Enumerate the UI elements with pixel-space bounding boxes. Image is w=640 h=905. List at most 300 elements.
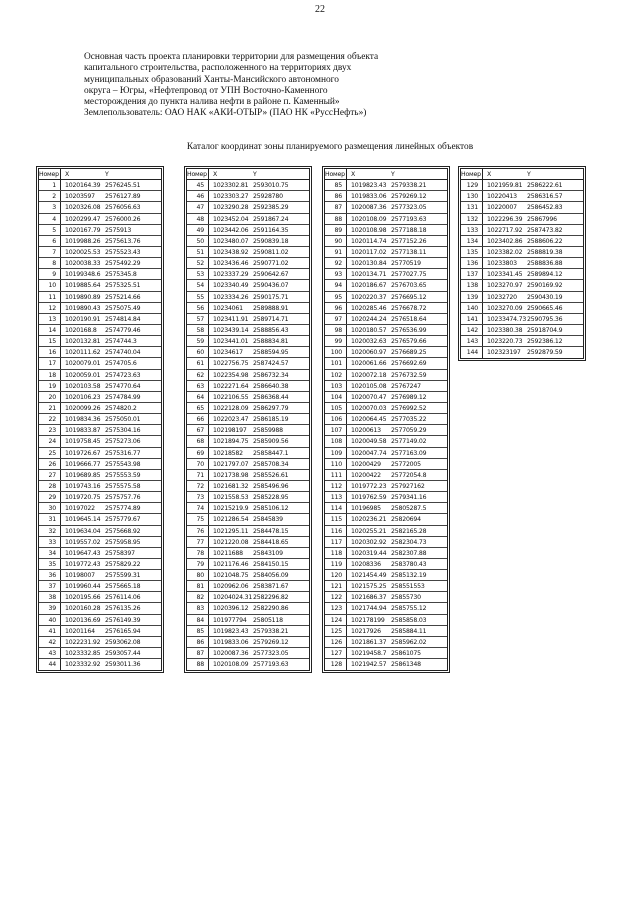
y-coordinate: 2582290.86 — [253, 605, 289, 613]
y-coordinate: 25861075 — [391, 650, 421, 658]
x-coordinate: 1019762.59 — [351, 494, 387, 502]
table-row — [461, 236, 583, 247]
point-number: 62 — [187, 370, 209, 380]
y-coordinate: 2592386.12 — [527, 338, 563, 346]
x-coordinate: 1020111.62 — [65, 349, 101, 357]
y-coordinate: 2574723.63 — [105, 371, 141, 379]
table-row — [39, 448, 161, 459]
table-row — [39, 236, 161, 247]
table-row — [461, 225, 583, 236]
point-number: 118 — [325, 548, 347, 558]
table-row — [187, 514, 309, 525]
y-coordinate: 2575492.29 — [105, 260, 141, 268]
x-coordinate: 10203597 — [65, 193, 95, 201]
x-coordinate: 1023452.04 — [213, 215, 249, 223]
point-number: 74 — [187, 503, 209, 513]
x-coordinate: 1022023.47 — [213, 416, 249, 424]
y-coordinate: 2590839.18 — [253, 237, 289, 245]
y-coordinate: 2585228.95 — [253, 494, 289, 502]
point-number: 121 — [325, 581, 347, 591]
y-coordinate: 2575774.89 — [105, 505, 141, 513]
point-number: 112 — [325, 481, 347, 491]
table-row — [187, 592, 309, 603]
y-coordinate: 2575599.31 — [105, 572, 141, 580]
point-number: 103 — [325, 381, 347, 391]
x-coordinate: 1020049.58 — [351, 438, 387, 446]
y-coordinate: 2576689.25 — [391, 349, 427, 357]
y-coordinate: 2576135.26 — [105, 605, 141, 613]
y-coordinate: 2575668.92 — [105, 527, 141, 535]
intro-line: капитального строительства, расположенного на территориях двух — [84, 63, 352, 74]
table-row — [325, 225, 447, 236]
x-coordinate: 102323197 — [487, 349, 521, 357]
point-number: 83 — [187, 603, 209, 613]
point-number: 67 — [187, 425, 209, 435]
y-coordinate: 2587424.57 — [253, 360, 289, 368]
table-row — [187, 459, 309, 470]
point-number: 20 — [39, 392, 61, 402]
point-number: 42 — [39, 637, 61, 647]
y-coordinate: 25845839 — [253, 516, 283, 524]
x-coordinate: 10233474.73 — [487, 315, 527, 323]
y-coordinate: 25843109 — [253, 549, 283, 557]
table-row — [187, 292, 309, 303]
y-coordinate: 2586297.79 — [253, 404, 289, 412]
point-number: 36 — [39, 570, 61, 580]
header-y: Y — [391, 171, 395, 178]
point-number: 106 — [325, 414, 347, 424]
x-coordinate: 1020255.21 — [351, 527, 387, 535]
table-row — [187, 381, 309, 392]
table-row — [461, 258, 583, 269]
x-coordinate: 1020087.36 — [351, 204, 387, 212]
table-row — [325, 280, 447, 291]
point-number: 136 — [461, 258, 483, 268]
table-row — [325, 258, 447, 269]
x-coordinate: 1021959.81 — [487, 182, 523, 190]
y-coordinate: 2590665.46 — [527, 304, 563, 312]
table-row — [187, 191, 309, 202]
y-coordinate: 2584418.65 — [253, 538, 289, 546]
point-number: 25 — [39, 448, 61, 458]
x-coordinate: 1020025.53 — [65, 248, 101, 256]
point-number: 17 — [39, 358, 61, 368]
y-coordinate: 2588836.88 — [527, 260, 563, 268]
y-coordinate: 2576732.59 — [391, 371, 427, 379]
x-coordinate: 1021738.98 — [213, 471, 249, 479]
point-number: 77 — [187, 537, 209, 547]
point-number: 138 — [461, 280, 483, 290]
point-number: 3 — [39, 202, 61, 212]
y-coordinate: 25805287.5 — [391, 505, 427, 513]
x-coordinate: 10215219.9 — [213, 505, 249, 513]
x-coordinate: 1023302.81 — [213, 182, 249, 190]
table-row — [325, 370, 447, 381]
table-row — [325, 325, 447, 336]
x-coordinate: 10204024.31 — [213, 594, 253, 602]
x-coordinate: 1023340.49 — [213, 282, 249, 290]
table-row — [39, 592, 161, 603]
point-number: 90 — [325, 236, 347, 246]
y-coordinate: 2577035.22 — [391, 416, 427, 424]
table-row — [187, 548, 309, 559]
point-number: 61 — [187, 358, 209, 368]
point-number: 129 — [461, 180, 483, 190]
y-coordinate: 2576678.72 — [391, 304, 427, 312]
x-coordinate: 1021220.08 — [213, 538, 249, 546]
table-row — [39, 603, 161, 614]
x-coordinate: 1021558.53 — [213, 494, 249, 502]
y-coordinate: 2574784.99 — [105, 393, 141, 401]
point-number: 81 — [187, 581, 209, 591]
y-coordinate: 257927162 — [391, 482, 425, 490]
x-coordinate: 1021048.75 — [213, 572, 249, 580]
x-coordinate: 10201164 — [65, 627, 95, 635]
point-number: 82 — [187, 592, 209, 602]
point-number: 40 — [39, 615, 61, 625]
y-coordinate: 2585496.96 — [253, 482, 289, 490]
point-number: 21 — [39, 403, 61, 413]
x-coordinate: 1023442.06 — [213, 226, 249, 234]
x-coordinate: 10197022 — [65, 505, 95, 513]
x-coordinate: 1023334.26 — [213, 293, 249, 301]
y-coordinate: 2575075.49 — [105, 304, 141, 312]
table-header-row — [187, 169, 309, 180]
table-row — [461, 314, 583, 325]
x-coordinate: 1020236.21 — [351, 516, 387, 524]
y-coordinate: 2590811.02 — [253, 248, 289, 256]
y-coordinate: 2585132.19 — [391, 572, 427, 580]
y-coordinate: 2590795.36 — [527, 315, 563, 323]
point-number: 87 — [325, 202, 347, 212]
x-coordinate: 1019833.06 — [351, 193, 387, 201]
x-coordinate: 1020962.06 — [213, 583, 249, 591]
table-row — [461, 280, 583, 291]
table-row — [39, 202, 161, 213]
y-coordinate: 2586185.19 — [253, 416, 289, 424]
x-coordinate: 1021454.49 — [351, 572, 387, 580]
table-row — [325, 191, 447, 202]
table-row — [39, 225, 161, 236]
x-coordinate: 10218582 — [213, 449, 243, 457]
table-row — [325, 615, 447, 626]
header-number: Номер — [325, 169, 347, 179]
point-number: 47 — [187, 202, 209, 212]
table-row — [187, 570, 309, 581]
catalog-title: Каталог координат зоны планируемого размещения линейных объектов — [186, 142, 474, 152]
header-x: X — [487, 171, 492, 178]
table-row — [461, 180, 583, 191]
table-row — [325, 648, 447, 659]
table-row — [187, 470, 309, 481]
point-number: 4 — [39, 214, 61, 224]
table-row — [187, 448, 309, 459]
y-coordinate: 2575757.76 — [105, 494, 141, 502]
table-row — [187, 436, 309, 447]
y-coordinate: 2579338.21 — [391, 182, 427, 190]
header-number: Номер — [187, 169, 209, 179]
table-row — [39, 537, 161, 548]
x-coordinate: 1020132.81 — [65, 338, 101, 346]
x-coordinate: 1019645.14 — [65, 516, 101, 524]
table-row — [39, 191, 161, 202]
x-coordinate: 1020087.36 — [213, 650, 249, 658]
point-number: 28 — [39, 481, 61, 491]
point-number: 126 — [325, 637, 347, 647]
table-row — [39, 615, 161, 626]
x-coordinate: 1019689.85 — [65, 471, 101, 479]
table-row — [187, 358, 309, 369]
y-coordinate: 2585909.56 — [253, 438, 289, 446]
x-coordinate: 1020070.47 — [351, 393, 387, 401]
point-number: 64 — [187, 392, 209, 402]
table-row — [39, 403, 161, 414]
y-coordinate: 2592385.29 — [253, 204, 289, 212]
x-coordinate: 1020070.03 — [351, 404, 387, 412]
point-number: 142 — [461, 325, 483, 335]
x-coordinate: 1020114.74 — [351, 237, 387, 245]
table-row — [187, 559, 309, 570]
table-row — [325, 459, 447, 470]
table-row — [187, 258, 309, 269]
point-number: 109 — [325, 448, 347, 458]
table-row — [187, 581, 309, 592]
x-coordinate: 1021861.37 — [351, 638, 387, 646]
y-coordinate: 25770519 — [391, 260, 421, 268]
table-row — [325, 180, 447, 191]
point-number: 141 — [461, 314, 483, 324]
y-coordinate: 2590169.92 — [527, 282, 563, 290]
y-coordinate: 2586222.61 — [527, 182, 563, 190]
table-row — [39, 470, 161, 481]
x-coordinate: 1020079.01 — [65, 360, 101, 368]
y-coordinate: 2592879.59 — [527, 349, 563, 357]
point-number: 44 — [39, 659, 61, 670]
x-coordinate: 102178199 — [351, 616, 385, 624]
table-row — [325, 292, 447, 303]
table-row — [39, 358, 161, 369]
y-coordinate: 2585755.12 — [391, 605, 427, 613]
point-number: 140 — [461, 303, 483, 313]
table-row — [325, 414, 447, 425]
page-number: 22 — [315, 4, 325, 15]
intro-line: Землепользователь: ОАО НАК «АКИ-ОТЫР» (ПАО НК «РуссНефть») — [84, 108, 367, 119]
x-coordinate: 1020117.02 — [351, 248, 387, 256]
x-coordinate: 1023436.46 — [213, 260, 249, 268]
point-number: 32 — [39, 526, 61, 536]
point-number: 76 — [187, 526, 209, 536]
table-row — [325, 236, 447, 247]
x-coordinate: 1023290.28 — [213, 204, 249, 212]
x-coordinate: 1023341.45 — [487, 271, 523, 279]
y-coordinate: 2585526.61 — [253, 471, 289, 479]
point-number: 26 — [39, 459, 61, 469]
y-coordinate: 2593011.36 — [105, 661, 141, 669]
y-coordinate: 2577059.29 — [391, 427, 427, 435]
y-coordinate: 2589894.12 — [527, 271, 563, 279]
x-coordinate: 10199348.6 — [65, 271, 101, 279]
header-x: X — [213, 171, 218, 178]
point-number: 29 — [39, 492, 61, 502]
x-coordinate: 1021681.32 — [213, 482, 249, 490]
y-coordinate: 2585708.34 — [253, 460, 289, 468]
table-row — [187, 503, 309, 514]
x-coordinate: 1020047.74 — [351, 449, 387, 457]
x-coordinate: 1020319.44 — [351, 549, 387, 557]
table-row — [39, 180, 161, 191]
y-coordinate: 25772054.8 — [391, 471, 427, 479]
x-coordinate: 1019960.44 — [65, 583, 101, 591]
y-coordinate: 2575958.95 — [105, 538, 141, 546]
y-coordinate: 2576703.65 — [391, 282, 427, 290]
point-number: 98 — [325, 325, 347, 335]
x-coordinate: 1023332.92 — [65, 661, 101, 669]
y-coordinate: 2590642.67 — [253, 271, 289, 279]
x-coordinate: 1020134.71 — [351, 271, 387, 279]
x-coordinate: 1023220.73 — [487, 338, 523, 346]
x-coordinate: 1020061.66 — [351, 360, 387, 368]
y-coordinate: 2574705.6 — [105, 360, 137, 368]
intro-block — [84, 52, 484, 120]
table-row — [187, 492, 309, 503]
table-row — [39, 214, 161, 225]
point-number: 16 — [39, 347, 61, 357]
table-row — [39, 559, 161, 570]
point-number: 88 — [187, 659, 209, 670]
x-coordinate: 1019890.89 — [65, 293, 101, 301]
table-header-row — [325, 169, 447, 180]
table-row — [461, 347, 583, 358]
table-row — [187, 392, 309, 403]
y-coordinate: 2593010.75 — [253, 182, 289, 190]
table-row — [39, 436, 161, 447]
point-number: 7 — [39, 247, 61, 257]
y-coordinate: 2585106.12 — [253, 505, 289, 513]
table-row — [461, 214, 583, 225]
x-coordinate: 1022354.98 — [213, 371, 249, 379]
table-row — [39, 581, 161, 592]
table-row — [39, 637, 161, 648]
table-row — [39, 303, 161, 314]
point-number: 63 — [187, 381, 209, 391]
point-number: 46 — [187, 191, 209, 201]
x-coordinate: 1020160.28 — [65, 605, 101, 613]
x-coordinate: 1019833.06 — [213, 638, 249, 646]
point-number: 8 — [39, 258, 61, 268]
point-number: 66 — [187, 414, 209, 424]
x-coordinate: 1019743.16 — [65, 482, 101, 490]
x-coordinate: 1023303.27 — [213, 193, 249, 201]
y-coordinate: 2576692.69 — [391, 360, 427, 368]
y-coordinate: 2593057.44 — [105, 650, 141, 658]
header-y: Y — [253, 171, 257, 178]
table-header-row — [461, 169, 583, 180]
x-coordinate: 10234061 — [213, 304, 243, 312]
table-row — [325, 548, 447, 559]
table-row — [187, 615, 309, 626]
x-coordinate: 1023438.92 — [213, 248, 249, 256]
x-coordinate: 1023382.02 — [487, 248, 523, 256]
point-number: 11 — [39, 292, 61, 302]
x-coordinate: 1020108.09 — [213, 661, 249, 669]
header-y: Y — [105, 171, 109, 178]
x-coordinate: 1020032.63 — [351, 338, 387, 346]
point-number: 54 — [187, 280, 209, 290]
x-coordinate: 1019666.77 — [65, 460, 101, 468]
x-coordinate: 1022128.09 — [213, 404, 249, 412]
table-header-row — [39, 169, 161, 180]
y-coordinate: 2575665.18 — [105, 583, 141, 591]
coordinates-table-3 — [324, 168, 448, 671]
x-coordinate: 1019634.04 — [65, 527, 101, 535]
x-coordinate: 10220413 — [487, 193, 517, 201]
x-coordinate: 10200429 — [351, 460, 381, 468]
y-coordinate: 2575913 — [105, 226, 132, 234]
x-coordinate: 1023439.14 — [213, 326, 249, 334]
x-coordinate: 1020326.08 — [65, 204, 101, 212]
point-number: 35 — [39, 559, 61, 569]
point-number: 122 — [325, 592, 347, 602]
x-coordinate: 1022106.55 — [213, 393, 249, 401]
point-number: 110 — [325, 459, 347, 469]
point-number: 56 — [187, 303, 209, 313]
point-number: 80 — [187, 570, 209, 580]
y-coordinate: 25867996 — [527, 215, 557, 223]
point-number: 85 — [325, 180, 347, 190]
y-coordinate: 2576149.39 — [105, 616, 141, 624]
x-coordinate: 1022231.92 — [65, 638, 101, 646]
y-coordinate: 25858447.1 — [253, 449, 289, 457]
header-x: X — [65, 171, 70, 178]
table-row — [325, 202, 447, 213]
y-coordinate: 2577027.75 — [391, 271, 427, 279]
point-number: 143 — [461, 336, 483, 346]
x-coordinate: 1020136.69 — [65, 616, 101, 624]
table-row — [39, 659, 161, 670]
point-number: 31 — [39, 514, 61, 524]
x-coordinate: 10198007 — [65, 572, 95, 580]
intro-line: Основная часть проекта планировки территории для размещения объекта — [84, 52, 379, 62]
y-coordinate: 2585884.11 — [391, 627, 427, 635]
point-number: 38 — [39, 592, 61, 602]
x-coordinate: 1019772.23 — [351, 482, 387, 490]
point-number: 69 — [187, 448, 209, 458]
y-coordinate: 2582165.28 — [391, 527, 427, 535]
x-coordinate: 10200613 — [351, 427, 381, 435]
y-coordinate: 2577163.09 — [391, 449, 427, 457]
table-row — [325, 570, 447, 581]
x-coordinate: 1020038.33 — [65, 260, 101, 268]
x-coordinate: 10208336 — [351, 560, 381, 568]
point-number: 73 — [187, 492, 209, 502]
table-row — [187, 403, 309, 414]
y-coordinate: 2584150.15 — [253, 560, 289, 568]
point-number: 85 — [187, 626, 209, 636]
x-coordinate: 1023480.07 — [213, 237, 249, 245]
x-coordinate: 1019720.75 — [65, 494, 101, 502]
table-row — [461, 191, 583, 202]
point-number: 108 — [325, 436, 347, 446]
table-row — [325, 470, 447, 481]
table-row — [39, 292, 161, 303]
y-coordinate: 2574814.84 — [105, 315, 141, 323]
table-row — [461, 292, 583, 303]
y-coordinate: 2577149.02 — [391, 438, 427, 446]
point-number: 5 — [39, 225, 61, 235]
point-number: 144 — [461, 347, 483, 358]
y-coordinate: 25820694 — [391, 516, 421, 524]
table-row — [187, 526, 309, 537]
